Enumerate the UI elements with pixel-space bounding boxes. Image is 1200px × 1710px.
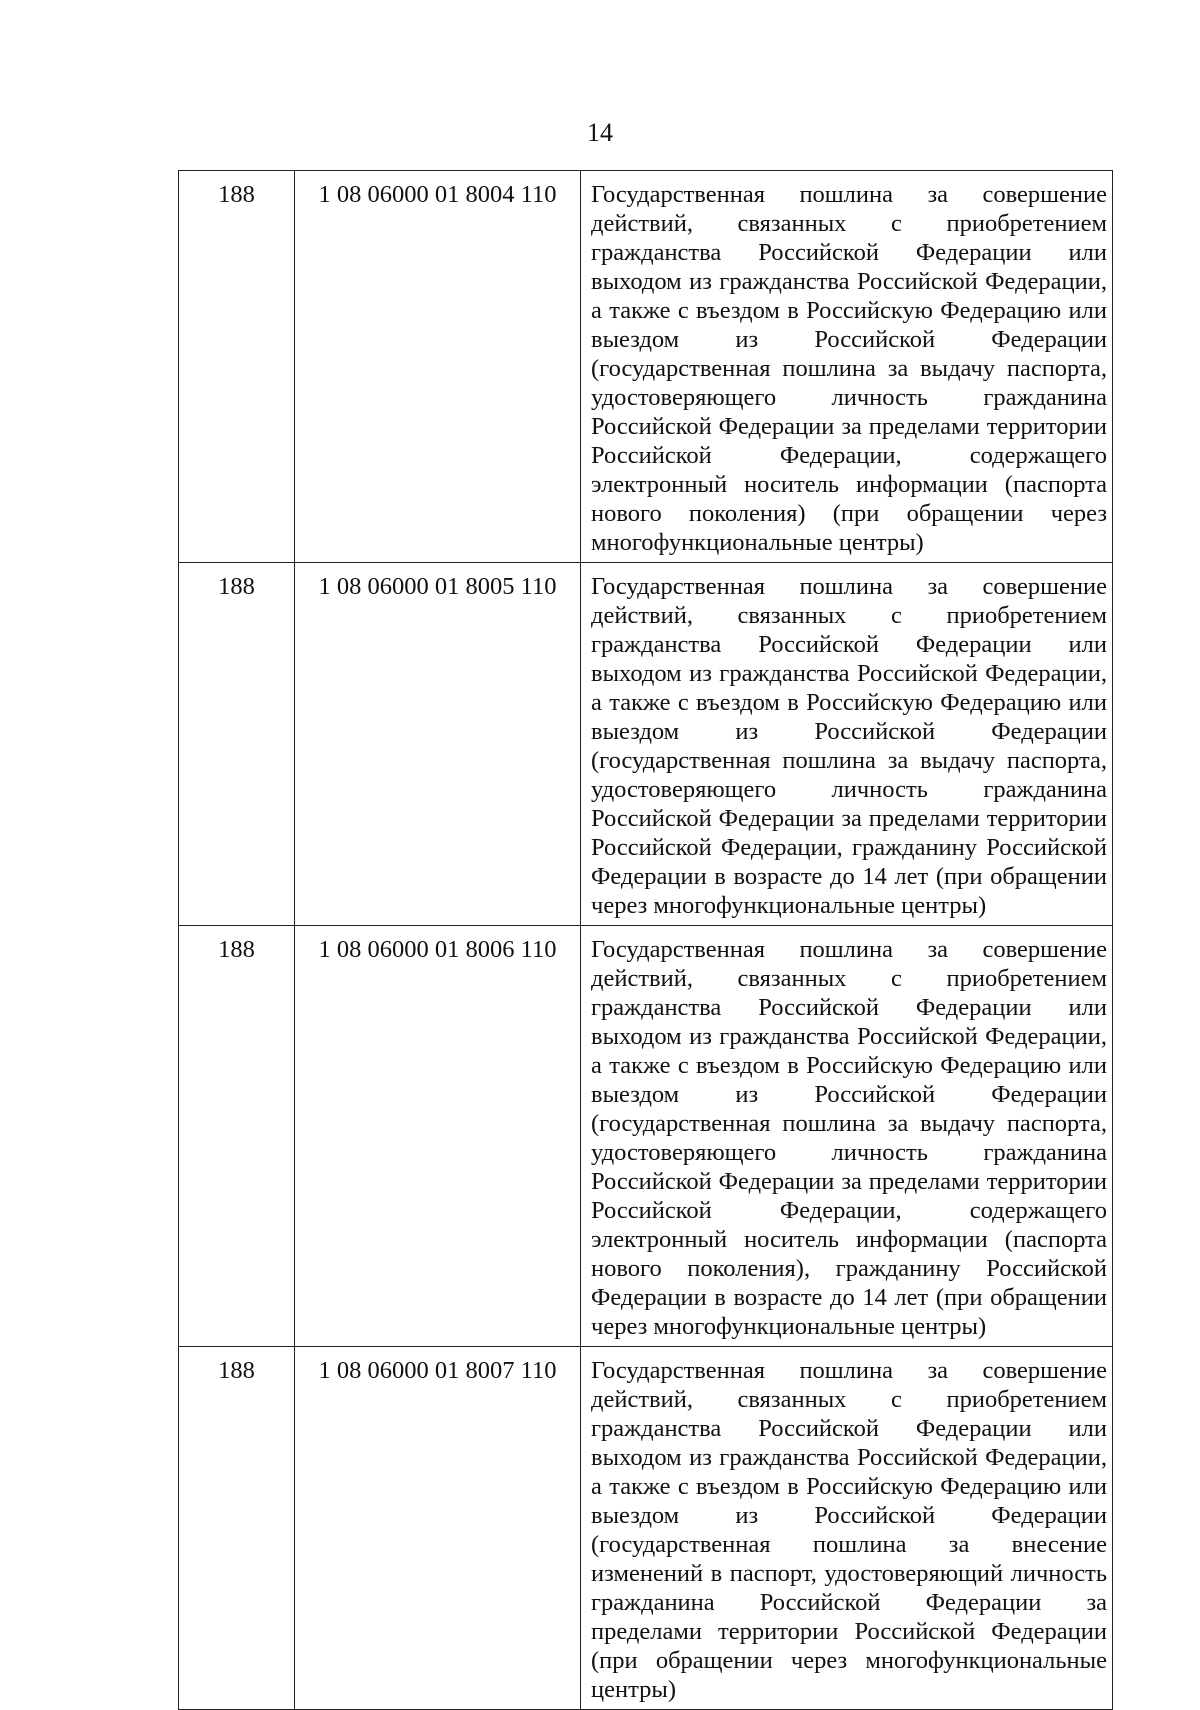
description-cell: Государственная пошлина за совершение действий, связанных с приобретением гражданства Российской Федерации или выходом из гражданства Российской Федерации, а также с въездом в Российскую Федерацию или выездом из Российской Федерации (государственная пошлина за внесение изменений в паспорт, удостоверяющий личность гражданина Российской Федерации за пределами территории Российской Федерации (при обращении через многофункциональные центры) [581,1347,1113,1710]
budget-classification-code-cell: 1 08 06000 01 8005 110 [295,563,581,926]
description-cell: Государственная пошлина за совершение действий, связанных с приобретением гражданства Российской Федерации или выходом из гражданства Российской Федерации, а также с въездом в Российскую Федерацию или выездом из Российской Федерации (государственная пошлина за выдачу паспорта, удостоверяющего личность гражданина Российской Федерации за пределами территории Российской Федерации, содержащего электронный носитель информации (паспорта нового поколения), гражданину Российской Федерации в возрасте до 14 лет (при обращении через многофункциональные центры) [581,926,1113,1347]
budget-classification-code-cell: 1 08 06000 01 8007 110 [295,1347,581,1710]
budget-classification-code-cell: 1 08 06000 01 8004 110 [295,171,581,563]
page-number: 14 [587,118,613,147]
table-row [179,1347,1113,1710]
budget-classification-code-cell: 1 08 06000 01 8006 110 [295,926,581,1347]
table-row [179,563,1113,926]
admin-code-cell: 188 [179,1347,295,1710]
admin-code-cell: 188 [179,926,295,1347]
admin-code-cell: 188 [179,563,295,926]
admin-code-cell: 188 [179,171,295,563]
table-row [179,171,1113,563]
description-cell: Государственная пошлина за совершение действий, связанных с приобретением гражданства Российской Федерации или выходом из гражданства Российской Федерации, а также с въездом в Российскую Федерацию или выездом из Российской Федерации (государственная пошлина за выдачу паспорта, удостоверяющего личность гражданина Российской Федерации за пределами территории Российской Федерации, содержащего электронный носитель информации (паспорта нового поколения) (при обращении через многофункциональные центры) [581,171,1113,563]
fee-code-table [178,170,1113,1710]
description-cell: Государственная пошлина за совершение действий, связанных с приобретением гражданства Российской Федерации или выходом из гражданства Российской Федерации, а также с въездом в Российскую Федерацию или выездом из Российской Федерации (государственная пошлина за выдачу паспорта, удостоверяющего личность гражданина Российской Федерации за пределами территории Российской Федерации, гражданину Российской Федерации в возрасте до 14 лет (при обращении через многофункциональные центры) [581,563,1113,926]
table-row [179,926,1113,1347]
